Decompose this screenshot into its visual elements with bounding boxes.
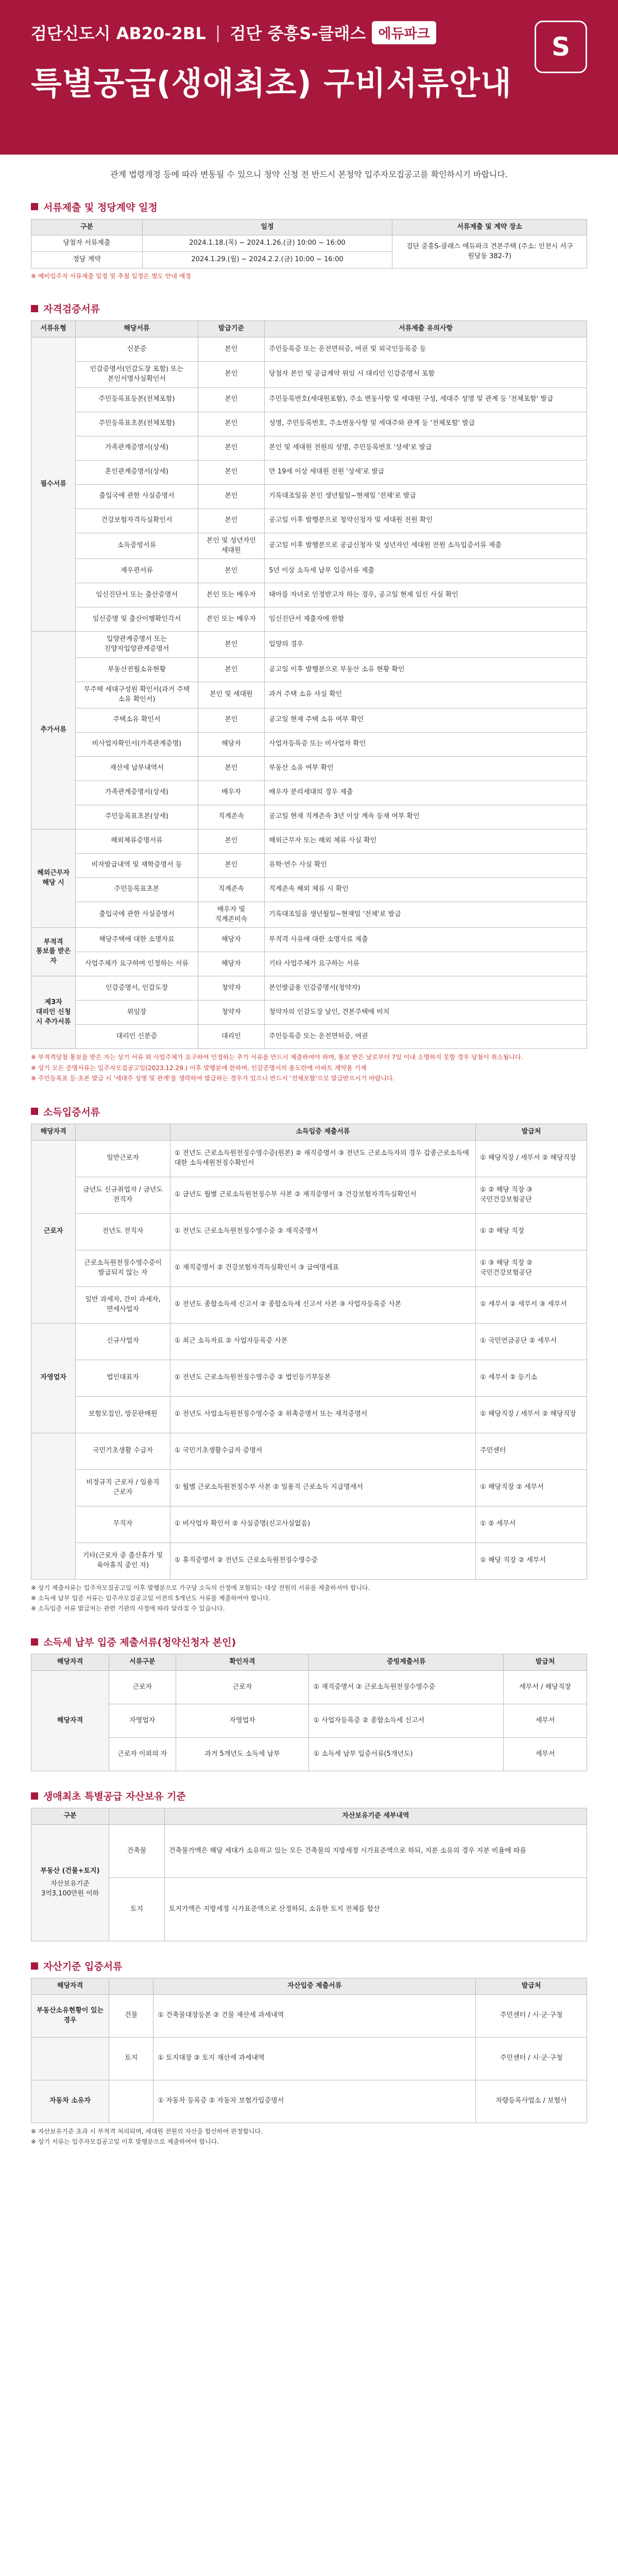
asset-sub: 건축물 <box>109 1825 165 1878</box>
docs-memo: 기록대조일을 본인 생년월일~현재일 '전체'로 발급 <box>265 484 587 509</box>
income-sub: 법인대표자 <box>76 1360 170 1396</box>
docs-basis: 직계존속 <box>198 805 264 829</box>
asset-title <box>31 1789 587 1803</box>
asset-sub: 토지 <box>109 1878 165 1941</box>
income-place: ① 국민연금공단 ② 세무서 <box>476 1323 587 1360</box>
docs-basis: 본인 <box>198 708 264 732</box>
docs-memo: 본인발급용 인감증명서(청약자) <box>265 976 587 1001</box>
docs-memo: 배우자 분리세대의 경우 제출 <box>265 781 587 805</box>
docs-doc: 소득증빙서류 <box>76 533 198 559</box>
docs-basis: 본인 <box>198 829 264 853</box>
asset-table <box>31 1808 587 1941</box>
income-sub: 보험모집인, 방문판매원 <box>76 1396 170 1433</box>
income-place: ① ② 해당 직장 <box>476 1213 587 1250</box>
docs-doc: 재우편서류 <box>76 559 198 583</box>
tax-title <box>31 1635 587 1649</box>
income-header-docs: 소득입증 제출서류 <box>170 1124 475 1140</box>
docs-basis: 본인 및 세대원 <box>198 682 264 708</box>
table-row <box>31 1469 587 1506</box>
docs-note: ※ 주민등록표 등·초본 발급 시 '세대주 성명 및 관계'를 생략하여 발급하는 경우가 있으니 반드시 '전체포함'으로 발급받으시기 바랍니다. <box>31 1074 395 1082</box>
docs-memo: 당첨자 본인 및 공급계약 위임 시 대리인 인감증명서 포함 <box>265 361 587 387</box>
page-title: 특별공급(생애최초) 구비서류안내 <box>31 64 512 102</box>
asset-docs-section <box>0 1945 618 2155</box>
schedule-header-place: 서류제출 및 계약 장소 <box>392 219 587 235</box>
docs-basis: 해당자 <box>198 952 264 976</box>
docs-doc: 위임장 <box>76 1001 198 1025</box>
asset-docs-header-sub <box>109 1978 153 1995</box>
table-row <box>31 877 587 902</box>
table-row <box>31 732 587 756</box>
table-row <box>31 460 587 484</box>
docs-memo: 공고일 현재 직계존속 3년 이상 계속 등재 여부 확인 <box>265 805 587 829</box>
asset-docs-docs: ① 건축물대장등본 ② 건물 재산세 과세내역 <box>153 1994 476 2037</box>
docs-memo: 본인 및 세대원 전원의 성명, 주민등록번호 '상세'로 발급 <box>265 436 587 460</box>
table-row <box>31 1140 587 1177</box>
docs-doc: 인감증명서(인감도장 포함) 또는 본인서명사실확인서 <box>76 361 198 387</box>
asset-header-sub <box>109 1808 165 1825</box>
table-row <box>31 805 587 829</box>
asset-section <box>0 1775 618 1945</box>
table-row <box>31 1878 587 1941</box>
table-row <box>31 1506 587 1543</box>
docs-doc: 비사업자확인서(가족관계증명) <box>76 732 198 756</box>
table-row <box>31 1671 587 1704</box>
docs-memo: 청약자의 인감도장 날인, 견본주택에 비치 <box>265 1001 587 1025</box>
docs-basis: 해당자 <box>198 928 264 952</box>
table-row <box>31 902 587 928</box>
table-row <box>31 853 587 877</box>
income-note: ※ 상기 제출서류는 입주자모집공고일 이후 발행분으로 가구당 소득의 산정에 포함되는 대상 전원의 서류를 제출하셔야 합니다. <box>31 1584 370 1591</box>
income-note: ※ 소득입증 서류 발급처는 관련 기관의 사정에 따라 달라질 수 있습니다. <box>31 1605 225 1613</box>
tax-kind: 근로자 <box>109 1671 176 1704</box>
asset-docs-table <box>31 1978 587 2123</box>
schedule-label: 정당 계약 <box>31 252 143 268</box>
docs-memo: 과거 주택 소유 사실 확인 <box>265 682 587 708</box>
tax-docs: ① 사업자등록증 ② 종합소득세 신고서 <box>309 1704 504 1738</box>
table-row <box>31 559 587 583</box>
asset-detail: 건축물가액은 해당 세대가 소유하고 있는 모든 건축물의 지방세정 시가표준액으로 하되, 지분 소유의 경우 지분 비율에 따름 <box>164 1825 587 1878</box>
asset-docs-title <box>31 1959 587 1973</box>
asset-docs-sub: 건물 <box>109 1994 153 2037</box>
docs-note: ※ 부적격당첨 통보를 받은 자는 상기 서류 외 사업주체가 요구하여 인정하는 추가 서류를 반드시 제출하여야 하며, 통보 받은 날로부터 7일 이내 소명하지 못할 경우 당첨이 취소됩니다. <box>31 1054 523 1061</box>
tax-qual: 해당자격 <box>31 1671 109 1771</box>
table-row <box>31 658 587 682</box>
docs-group: 제3자 대리인 신청 시 추가서류 <box>31 976 76 1049</box>
docs-doc: 비자발급내역 및 재학증명서 등 <box>76 853 198 877</box>
income-docs: ① 최근 소득자료 ② 사업자등록증 사본 <box>170 1323 475 1360</box>
asset-docs-kind: 자동차 소유자 <box>31 2080 109 2123</box>
site-name: 검단신도시 AB20-2BL <box>31 24 206 43</box>
docs-basis: 본인 <box>198 337 264 361</box>
docs-memo: 부적격 사유에 대한 소명자료 제출 <box>265 928 587 952</box>
square-bullet-icon <box>31 305 38 312</box>
table-row <box>31 1286 587 1323</box>
table-row <box>31 1396 587 1433</box>
docs-doc: 신분증 <box>76 337 198 361</box>
docs-memo: 사업자등록증 또는 비사업자 확인 <box>265 732 587 756</box>
docs-basis: 본인 <box>198 509 264 533</box>
docs-memo: 성명, 주민등록번호, 주소변동사항 및 세대주와 관계 등 '전체포함' 발급 <box>265 412 587 436</box>
docs-basis: 본인 <box>198 484 264 509</box>
income-sub: 전년도 전직자 <box>76 1213 170 1250</box>
docs-basis: 본인 <box>198 412 264 436</box>
income-sub: 무직자 <box>76 1506 170 1543</box>
income-header-place: 발급처 <box>476 1124 587 1140</box>
docs-basis: 본인 <box>198 632 264 658</box>
docs-basis: 본인 <box>198 658 264 682</box>
docs-header-type: 서류유형 <box>31 321 76 337</box>
table-row <box>31 1543 587 1579</box>
asset-docs-place: 주민센터 / 시·군·구청 <box>476 2037 587 2080</box>
asset-title-text: 생애최초 특별공급 자산보유 기준 <box>43 1791 186 1803</box>
docs-notes <box>31 1049 587 1087</box>
table-row <box>31 952 587 976</box>
logo-letter: S <box>551 32 570 62</box>
tax-title-text: 소득세 납부 입증 제출서류(청약신청자 본인) <box>43 1637 236 1649</box>
table-row <box>31 1994 587 2037</box>
table-row <box>31 361 587 387</box>
docs-group: 추가서류 <box>31 632 76 829</box>
tax-place: 세무서 <box>504 1738 587 1771</box>
income-docs: ① 전년도 종합소득세 신고서 ② 종합소득세 신고서 사본 ③ 사업자등록증 사본 <box>170 1286 475 1323</box>
asset-detail: 토지가액은 지방세정 시가표준액으로 산정하되, 소유한 토지 전체를 합산 <box>164 1878 587 1941</box>
docs-memo: 임신진단서 제출자에 한함 <box>265 607 587 632</box>
income-sub: 기타(근로자 중 출산휴가 및 육아휴직 중인 자) <box>76 1543 170 1579</box>
income-sub: 금년도 신규취업자 / 금년도 전직자 <box>76 1177 170 1213</box>
docs-doc: 주민등록표초본(상세) <box>76 805 198 829</box>
square-bullet-icon <box>31 1792 38 1800</box>
table-row <box>31 1825 587 1878</box>
income-docs: ① 전년도 근로소득원천징수영수증 ② 법인등기부등본 <box>170 1360 475 1396</box>
tax-kind: 근로자 이외의 자 <box>109 1738 176 1771</box>
docs-doc: 혼인관계증명서(상세) <box>76 460 198 484</box>
tax-section <box>0 1621 618 1775</box>
table-row <box>31 1001 587 1025</box>
income-section <box>0 1091 618 1621</box>
docs-title <box>31 301 587 315</box>
docs-memo: 해외근무자 또는 해외 체류 사실 확인 <box>265 829 587 853</box>
asset-docs-kind: 부동산소유현황이 있는 경우 <box>31 1994 109 2037</box>
docs-memo: 만 19세 이상 세대원 전원 '상세'로 발급 <box>265 460 587 484</box>
brand-name: 검단 중흥S-클래스 <box>230 24 366 43</box>
table-row <box>31 781 587 805</box>
docs-memo: 주민등록번호(세대원포함), 주소 변동사항 및 세대원 구성, 세대주 성명 및 관계 등 '전체포함' 발급 <box>265 387 587 412</box>
docs-group: 해외근무자 해당 시 <box>31 829 76 928</box>
table-row <box>31 1213 587 1250</box>
schedule-section <box>0 187 618 289</box>
docs-header-basis: 발급기준 <box>198 321 264 337</box>
square-bullet-icon <box>31 1108 38 1115</box>
asset-docs-kind <box>31 2037 109 2080</box>
docs-header-doc: 해당서류 <box>76 321 198 337</box>
income-sub: 신규사업자 <box>76 1323 170 1360</box>
income-place: ① ③ 해당 직장 ② 국민건강보험공단 <box>476 1250 587 1286</box>
table-row <box>31 708 587 732</box>
tax-place: 세무서 <box>504 1704 587 1738</box>
income-sub: 국민기초생활 수급자 <box>76 1433 170 1469</box>
table-row <box>31 928 587 952</box>
asset-kind-label: 부동산 (건물+토지) <box>40 1867 100 1875</box>
asset-docs-title-text: 자산기준 입증서류 <box>43 1961 123 1973</box>
income-group <box>31 1433 76 1579</box>
income-docs: ① 월별 근로소득원천징수부 사본 ② 일용직 근로소득 지급명세서 <box>170 1469 475 1506</box>
separator: | <box>215 23 221 42</box>
income-group: 자영업자 <box>31 1323 76 1433</box>
tax-header-docs: 증빙제출서류 <box>309 1654 504 1671</box>
income-docs: ① 전년도 사업소득원천징수영수증 ② 위촉증명서 또는 재직증명서 <box>170 1396 475 1433</box>
asset-kind <box>31 1825 109 1941</box>
docs-memo: 공고일 이후 발행분으로 공급신청자 및 성년자인 세대원 전원 소득입증서류 제출 <box>265 533 587 559</box>
income-header-sub <box>76 1124 170 1140</box>
docs-memo: 공고일 이후 발행분으로 청약신청자 및 세대원 전원 확인 <box>265 509 587 533</box>
table-row <box>31 1433 587 1469</box>
docs-doc: 임신진단서 또는 출산증명서 <box>76 583 198 607</box>
table-row <box>31 1360 587 1396</box>
income-place: ① ② 해당 직장 ③ 국민건강보험공단 <box>476 1177 587 1213</box>
docs-doc: 주택소유 확인서 <box>76 708 198 732</box>
income-docs: ① 휴직증명서 ② 전년도 근로소득원천징수영수증 <box>170 1543 475 1579</box>
income-place: ① 해당직장 / 세무서 ② 해당직장 <box>476 1140 587 1177</box>
docs-doc: 무주택 세대구성원 확인서(과거 주택 소유 확인서) <box>76 682 198 708</box>
income-title <box>31 1105 587 1118</box>
asset-docs-note: ※ 상기 서류는 입주자모집공고일 이후 발행분으로 제출하여야 합니다. <box>31 2138 219 2146</box>
table-row <box>31 756 587 781</box>
docs-basis: 본인 <box>198 559 264 583</box>
hero-top-line <box>31 21 587 44</box>
brand-logo-icon <box>535 21 587 73</box>
schedule-note: ※ 예비입주자 서류제출 일정 및 추첨 일정은 별도 안내 예정 <box>31 273 192 280</box>
tax-header-kind: 서류구분 <box>109 1654 176 1671</box>
table-row <box>31 682 587 708</box>
docs-basis: 본인 <box>198 756 264 781</box>
table-row <box>31 1738 587 1771</box>
tax-check: 자영업자 <box>176 1704 309 1738</box>
docs-basis: 본인 및 성년자인 세대원 <box>198 533 264 559</box>
tax-place: 세무서 / 해당직장 <box>504 1671 587 1704</box>
schedule-header-type: 구분 <box>31 219 143 235</box>
income-place: ① 해당직장 / 세무서 ② 해당직장 <box>476 1396 587 1433</box>
square-bullet-icon <box>31 1638 38 1646</box>
docs-doc: 입양관계증명서 또는 친양자입양관계증명서 <box>76 632 198 658</box>
docs-doc: 인감증명서, 인감도장 <box>76 976 198 1001</box>
table-row <box>31 583 587 607</box>
docs-basis: 본인 <box>198 853 264 877</box>
income-place: ① 세무서 ② 세무서 ③ 세무서 <box>476 1286 587 1323</box>
asset-docs-sub <box>109 2080 153 2123</box>
docs-basis: 해당자 <box>198 732 264 756</box>
docs-doc: 사업주체가 요구하여 인정하는 서류 <box>76 952 198 976</box>
docs-memo: 기타 사업주체가 요구하는 서류 <box>265 952 587 976</box>
tax-header-place: 발급처 <box>504 1654 587 1671</box>
docs-memo: 공고일 현재 주택 소유 여부 확인 <box>265 708 587 732</box>
tax-docs: ① 재직증명서 ② 근로소득원천징수영수증 <box>309 1671 504 1704</box>
docs-doc: 대리인 신분증 <box>76 1025 198 1049</box>
table-row <box>31 412 587 436</box>
schedule-header-date: 일정 <box>142 219 392 235</box>
asset-docs-header-docs: 자산입증 제출서류 <box>153 1978 476 1995</box>
docs-doc: 해외체류증명서류 <box>76 829 198 853</box>
asset-header-type: 구분 <box>31 1808 109 1825</box>
table-row <box>31 533 587 559</box>
docs-memo: 태아를 자녀로 인정받고자 하는 경우, 공고일 현재 임신 사실 확인 <box>265 583 587 607</box>
income-group: 근로자 <box>31 1140 76 1323</box>
table-row <box>31 509 587 533</box>
docs-doc: 주민등록표초본(전체포함) <box>76 412 198 436</box>
tax-check: 근로자 <box>176 1671 309 1704</box>
income-sub: 일반 과세자, 간이 과세자, 면세사업자 <box>76 1286 170 1323</box>
table-row <box>31 235 587 252</box>
income-sub: 일반근로자 <box>76 1140 170 1177</box>
income-docs: ① 비사업자 확인서 ② 사실증명(신고사실없음) <box>170 1506 475 1543</box>
docs-basis: 본인 <box>198 361 264 387</box>
schedule-date: 2024.1.29.(월) ~ 2024.2.2.(금) 10:00 ~ 16:00 <box>142 252 392 268</box>
table-row <box>31 1025 587 1049</box>
docs-basis: 배우자 <box>198 781 264 805</box>
income-title-text: 소득입증서류 <box>43 1106 100 1118</box>
docs-table <box>31 320 587 1049</box>
table-row <box>31 632 587 658</box>
schedule-date: 2024.1.18.(목) ~ 2024.1.26.(금) 10:00 ~ 16:00 <box>142 235 392 252</box>
table-row <box>31 387 587 412</box>
table-row <box>31 1250 587 1286</box>
asset-header-detail: 자산보유기준 세부내역 <box>164 1808 587 1825</box>
docs-basis: 직계존속 <box>198 877 264 902</box>
hero-banner <box>0 0 618 155</box>
schedule-place: 검단 중흥S-클래스 에듀파크 견본주택 (주소: 인천시 서구 원당동 382-7) <box>392 235 587 268</box>
docs-note: ※ 상기 모든 증명서류는 입주자모집공고일(2023.12.29.) 이후 발행분에 한하며, 인감증명서의 용도란에 아파트 계약용 기재 <box>31 1064 367 1072</box>
table-row <box>31 2080 587 2123</box>
asset-docs-docs: ① 자동차 등록증 ② 자동차 보험가입증명서 <box>153 2080 476 2123</box>
docs-basis: 배우자 및 직계존비속 <box>198 902 264 928</box>
docs-memo: 부동산 소유 여부 확인 <box>265 756 587 781</box>
square-bullet-icon <box>31 1962 38 1970</box>
table-row <box>31 1177 587 1213</box>
asset-docs-note: ※ 자산보유기준 초과 시 부적격 처리되며, 세대원 전원의 자산을 합산하여 판정합니다. <box>31 2127 263 2135</box>
docs-doc: 주민등록표초본 <box>76 877 198 902</box>
docs-doc: 가족관계증명서(상세) <box>76 436 198 460</box>
asset-limit: 자산보유기준 3억3,100만원 이하 <box>41 1880 99 1897</box>
income-docs: ① 금년도 월별 근로소득원천징수부 사본 ② 재직증명서 ③ 건강보험자격득실확인서 <box>170 1177 475 1213</box>
tax-table <box>31 1654 587 1771</box>
docs-basis: 본인 <box>198 387 264 412</box>
docs-doc: 건강보험자격득실확인서 <box>76 509 198 533</box>
docs-doc: 출입국에 관한 사실증명서 <box>76 484 198 509</box>
docs-header-memo: 서류제출 유의사항 <box>265 321 587 337</box>
table-row <box>31 1704 587 1738</box>
asset-docs-place: 차량등록사업소 / 보험사 <box>476 2080 587 2123</box>
income-sub: 근로소득원천징수영수증이 발급되지 않는 자 <box>76 1250 170 1286</box>
schedule-title <box>31 200 587 214</box>
income-place: ① ② 세무서 <box>476 1506 587 1543</box>
table-row <box>31 484 587 509</box>
asset-docs-notes <box>31 2123 587 2150</box>
docs-memo: 공고일 이후 발행분으로 부동산 소유 현황 확인 <box>265 658 587 682</box>
income-place: ① 해당 직장 ② 세무서 <box>476 1543 587 1579</box>
docs-doc: 가족관계증명서(상세) <box>76 781 198 805</box>
income-place: 주민센터 <box>476 1433 587 1469</box>
table-row <box>31 1323 587 1360</box>
intro-text: 관계 법령개정 등에 따라 변동될 수 있으니 청약 신청 전 반드시 본청약 입주자모집공고를 확인하시기 바랍니다. <box>110 170 508 179</box>
income-docs: ① 재직증명서 ② 건강보험자격득실확인서 ③ 급여명세표 <box>170 1250 475 1286</box>
tax-docs: ① 소득세 납부 입증서류(5개년도) <box>309 1738 504 1771</box>
asset-docs-place: 주민센터 / 시·군·구청 <box>476 1994 587 2037</box>
docs-basis: 본인 <box>198 460 264 484</box>
docs-doc: 출입국에 관한 사실증명서 <box>76 902 198 928</box>
docs-doc: 해당주택에 대한 소명자료 <box>76 928 198 952</box>
income-place: ① 해당직장 ② 세무서 <box>476 1469 587 1506</box>
docs-basis: 본인 <box>198 436 264 460</box>
tax-kind: 자영업자 <box>109 1704 176 1738</box>
docs-memo: 직계존속 해외 체류 시 확인 <box>265 877 587 902</box>
docs-memo: 주민등록증 또는 운전면허증, 여권 <box>265 1025 587 1049</box>
income-note: ※ 소득세 납부 입증 서류는 입주자모집공고일 이전의 5개년도 서류를 제출하여야 합니다. <box>31 1595 271 1602</box>
docs-doc: 임신증명 및 출산이행확인각서 <box>76 607 198 632</box>
tax-check: 과거 5개년도 소득세 납부 <box>176 1738 309 1771</box>
docs-basis: 본인 또는 배우자 <box>198 607 264 632</box>
docs-doc: 주민등록표등본(전체포함) <box>76 387 198 412</box>
asset-docs-header-type: 해당자격 <box>31 1978 109 1995</box>
asset-docs-header-place: 발급처 <box>476 1978 587 1995</box>
docs-memo: 유학·연수 사실 확인 <box>265 853 587 877</box>
docs-title-text: 자격검증서류 <box>43 303 100 315</box>
income-docs: ① 국민기초생활수급자 증명서 <box>170 1433 475 1469</box>
docs-section <box>0 288 618 1091</box>
docs-memo: 입양의 경우 <box>265 632 587 658</box>
income-table <box>31 1124 587 1580</box>
docs-basis: 대리인 <box>198 1025 264 1049</box>
schedule-title-text: 서류제출 및 정당계약 일정 <box>43 201 158 213</box>
docs-basis: 본인 또는 배우자 <box>198 583 264 607</box>
docs-basis: 청약자 <box>198 976 264 1001</box>
docs-basis: 청약자 <box>198 1001 264 1025</box>
docs-memo: 주민등록증 또는 운전면허증, 여권 및 외국인등록증 등 <box>265 337 587 361</box>
schedule-table <box>31 219 587 269</box>
docs-memo: 5년 이상 소득세 납부 입증서류 제출 <box>265 559 587 583</box>
income-docs: ① 전년도 근로소득원천징수영수증(원본) ② 재직증명서 ③ 전년도 근로소득자의 경우 갑종근로소득에 대한 소득세원천징수확인서 <box>170 1140 475 1177</box>
docs-group: 부적격 통보를 받은 자 <box>31 928 76 976</box>
table-row <box>31 2037 587 2080</box>
docs-memo: 기록대조일을 생년월일~현재일 '전체'로 발급 <box>265 902 587 928</box>
schedule-label: 당첨자 서류제출 <box>31 235 143 252</box>
table-row <box>31 436 587 460</box>
table-row <box>31 829 587 853</box>
brand-badge: 에듀파크 <box>372 21 436 44</box>
tax-header-qual: 해당자격 <box>31 1654 109 1671</box>
income-notes <box>31 1580 587 1618</box>
docs-doc: 부동산전월소유현황 <box>76 658 198 682</box>
tax-header-check: 확인자격 <box>176 1654 309 1671</box>
income-header-type: 해당자격 <box>31 1124 76 1140</box>
docs-doc: 재산세 납부내역서 <box>76 756 198 781</box>
income-place: ① 세무서 ② 등기소 <box>476 1360 587 1396</box>
table-row <box>31 337 587 361</box>
table-row <box>31 607 587 632</box>
income-sub: 비정규직 근로자 / 일용직 근로자 <box>76 1469 170 1506</box>
square-bullet-icon <box>31 203 38 210</box>
docs-group: 필수서류 <box>31 337 76 631</box>
asset-docs-docs: ① 토지대장 ② 토지 재산세 과세내역 <box>153 2037 476 2080</box>
asset-docs-sub: 토지 <box>109 2037 153 2080</box>
income-docs: ① 전년도 근로소득원천징수영수증 ② 재직증명서 <box>170 1213 475 1250</box>
table-row <box>31 976 587 1001</box>
